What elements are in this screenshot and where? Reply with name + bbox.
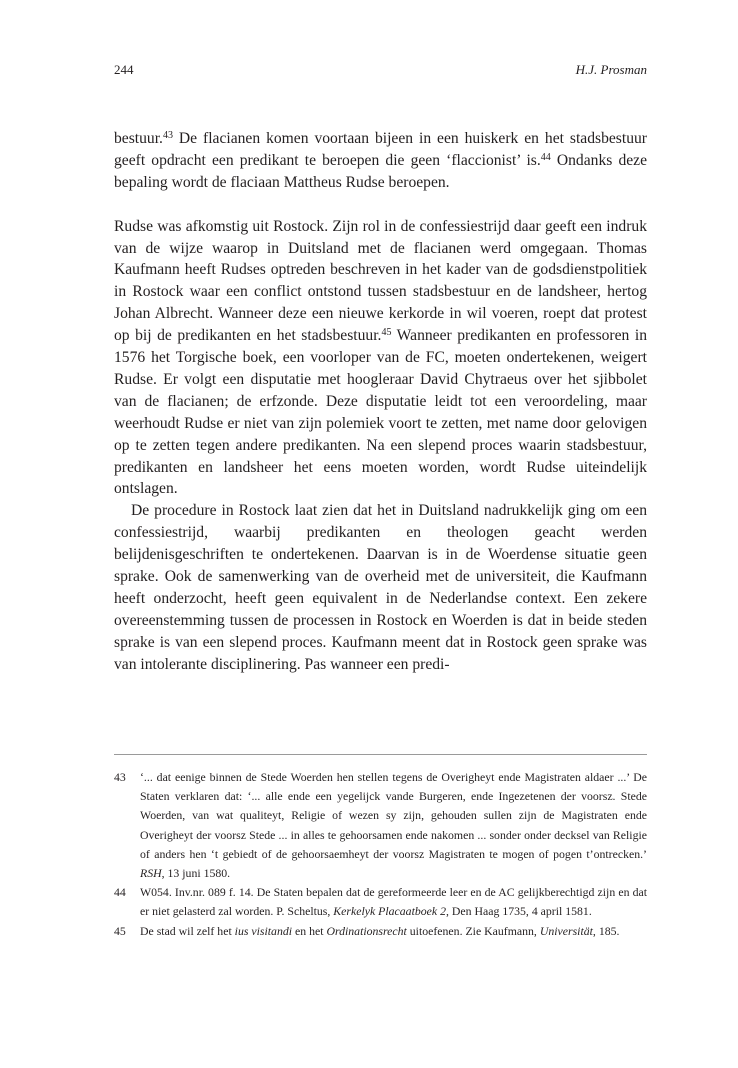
text-run: Rudse was afkomstig uit Rostock. Zijn rol in de confessiestrijd daar geeft een indruk van de wijze waarop in Duitsland met de flacianen werd omgegaan. Thomas Kaufmann heeft Rudses optreden beschreven in het kader van de godsdienstpolitiek in Rostock waar een conflict ontstond tussen stadsbestuur en de landsheer, hertog Johan Albrecht. Wanneer deze een nieuwe kerkorde in wil voeren, roept dat protest op bij de predikanten en het stadsbestuur. xyxy=(114,217,647,345)
text-run: uitoefenen. Zie Kaufmann, xyxy=(406,923,540,938)
text-run: Wanneer predikanten en professoren in 1576 het Torgische boek, een voorloper van de FC, moeten ondertekenen, weigert Rudse. Er volgt een disputatie met hoogleraar David Chytraeus over het sjibbolet van de flacianen; de erfzonde. Deze disputatie leidt tot een veroordeling, maar weerhoudt Rudse er niet van zijn polemiek voort te zetten, met name door gelovigen op te zetten tegen andere predikanten. Na een slepend proces waarin stadsbestuur, predikanten en landsheer het eens moeten worden, wordt Rudse uiteindelijk ontslagen. xyxy=(114,327,647,498)
text-run: bestuur. xyxy=(114,130,163,147)
footnote-text xyxy=(140,883,647,921)
paragraph xyxy=(114,500,647,675)
footnote-number: 45 xyxy=(114,923,126,938)
text-run: , 185. xyxy=(592,923,620,938)
footnote-ref: 45 xyxy=(381,327,392,339)
running-header xyxy=(114,62,647,82)
page-number: 244 xyxy=(114,62,134,77)
footnote-number: 44 xyxy=(114,885,126,900)
text-run: W054. Inv.nr. 089 f. 14. De Staten bepalen dat de gereformeerde leer en de AC gelijkberechtigd zijn en dat er niet gelasterd zal worden. P. Scheltus, xyxy=(140,885,647,919)
footnote-ref: 43 xyxy=(162,130,173,141)
main-body-text xyxy=(114,128,647,676)
footnote-text xyxy=(140,768,647,883)
italic-run: Ordinationsrecht xyxy=(326,923,407,938)
running-head-author: H.J. Prosman xyxy=(575,62,647,77)
text-run: Ondanks deze bepaling wordt de flaciaan Mattheus Rudse beroepen. xyxy=(114,151,648,191)
text-run: , 13 juni 1580. xyxy=(161,866,231,881)
footnote-number: 43 xyxy=(114,770,126,784)
footnote-43 xyxy=(114,768,647,883)
paragraph xyxy=(114,216,647,501)
italic-run: Universität xyxy=(539,923,593,938)
footnote-44 xyxy=(114,883,647,921)
text-run: en het xyxy=(292,923,327,938)
text-run: De procedure in Rostock laat zien dat het in Duitsland nadrukkelijk ging om een confessiestrijd, waarbij predikanten en theologen geacht werden belijdenisgeschriften te ondertekenen. Daarvan is in de Woerdense situatie geen sprake. Ook de samenwerking van de overheid met de universiteit, die Kaufmann heeft onderzocht, heeft geen equivalent in de Nederlandse context. Een zekere overeenstemming tussen de processen in Rostock en Woerden is dat in beide steden sprake is van een slepend proces. Kaufmann meent dat in Rostock geen sprake was van intolerante disciplinering. Pas wanneer een predi- xyxy=(114,502,647,673)
paragraph xyxy=(114,128,647,194)
footnote-45 xyxy=(114,922,647,941)
footnote-text xyxy=(140,922,647,941)
footnote-divider xyxy=(114,754,647,755)
italic-run: RSH xyxy=(140,866,162,881)
text-run: ‘... dat eenige binnen de Stede Woerden hen stellen tegens de Overigheyt ende Magistraten aldaer ...’ De Staten verklaren dat: ‘... alle ende een yegelijck vande Burgeren, ende Ingezetenen der voorsz. Stede Woerden, van wat qualiteyt, Religie of wezen sy zijn, gehouden sullen zijn de Magistraten ende Overigheyt der voorsz Stede ... in alles te gehoorsamen ende nakomen ... sonder onder decksel van Religie of anders hen ‘t gebiedt of de gehoorsaemheyt der voorsz Magistraten te mogen of pogen t’ontrecken.’ xyxy=(140,770,647,861)
italic-run: Kerkelyk Placaatboek 2 xyxy=(333,904,446,919)
text-run: De stad wil zelf het xyxy=(140,923,235,938)
footnotes xyxy=(114,768,647,941)
text-run: , Den Haag 1735, 4 april 1581. xyxy=(445,904,592,919)
text-run: De flacianen komen voortaan bijeen in een huiskerk en het stadsbestuur geeft opdracht een predikant te beroepen die geen ‘flaccionist’ is. xyxy=(114,130,647,169)
footnote-ref: 44 xyxy=(540,151,551,163)
italic-run: ius visitandi xyxy=(234,923,293,938)
